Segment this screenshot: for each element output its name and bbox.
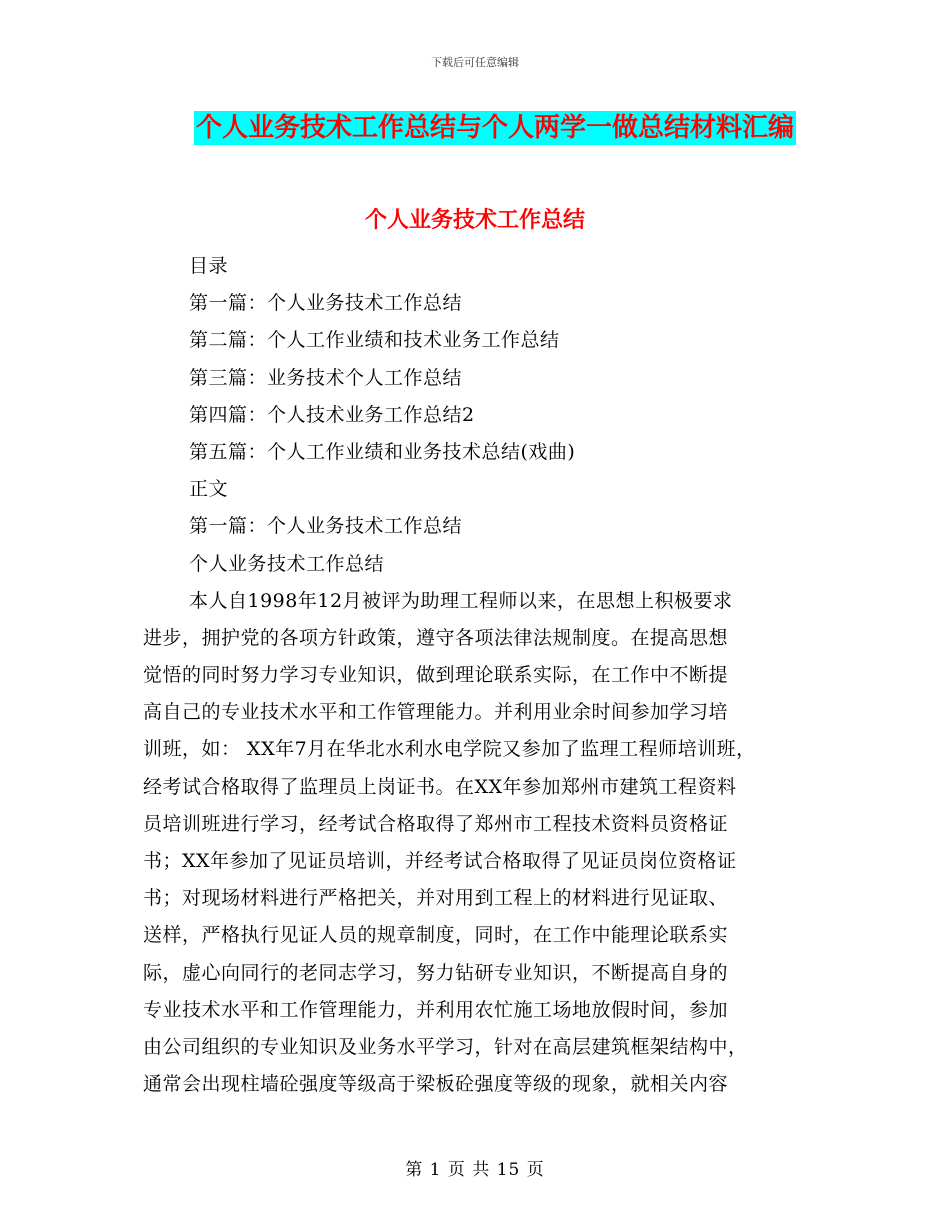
- paragraph-line: 进步，拥护党的各项方针政策，遵守各项法律法规制度。在提高思想: [143, 626, 729, 649]
- toc-item-1: 第一篇：个人业务技术工作总结: [189, 292, 463, 315]
- paragraph-line: 通常会出现柱墙砼强度等级高于梁板砼强度等级的现象，就相关内容: [143, 1073, 729, 1096]
- toc-item-4: 第四篇：个人技术业务工作总结2: [189, 403, 475, 426]
- document-main-title: 个人业务技术工作总结与个人两学一做总结材料汇编: [196, 113, 795, 143]
- toc-item-3: 第三篇：业务技术个人工作总结: [189, 366, 463, 389]
- paragraph-line: 高自己的专业技术水平和工作管理能力。并利用业余时间参加学习培: [143, 701, 729, 724]
- paragraph-line: 书；XX年参加了见证员培训，并经考试合格取得了见证员岗位资格证: [143, 850, 737, 872]
- toc-item-5: 第五篇：个人工作业绩和业务技术总结(戏曲): [189, 440, 576, 463]
- paragraph-line: 员培训班进行学习，经考试合格取得了郑州市工程技术资料员资格证: [143, 812, 729, 835]
- document-sub-title: 个人业务技术工作总结: [364, 208, 585, 233]
- toc-item-2: 第二篇：个人工作业绩和技术业务工作总结: [189, 329, 560, 352]
- paragraph-line: 由公司组织的专业知识及业务水平学习，针对在高层建筑框架结构中，: [143, 1035, 748, 1058]
- document-body: [143, 248, 803, 1103]
- paragraph-line: 送样，严格执行见证人员的规章制度，同时，在工作中能理论联系实: [143, 924, 729, 947]
- toc-heading: 目录: [189, 255, 229, 277]
- body-heading: 正文: [189, 478, 229, 501]
- article-title: 个人业务技术工作总结: [189, 552, 385, 575]
- paragraph-line: 经考试合格取得了监理员上岗证书。在XX年参加郑州市建筑工程资料: [143, 775, 737, 798]
- paragraph-line: 际，虚心向同行的老同志学习，努力钻研专业知识，不断提高自身的: [143, 961, 729, 984]
- page-footer: 第 1 页 共 15 页: [405, 1160, 545, 1180]
- paragraph-line: 专业技术水平和工作管理能力，并利用农忙施工场地放假时间，参加: [143, 998, 729, 1021]
- paragraph-line: 训班，如： XX年7月在华北水利水电学院又参加了监理工程师培训班，: [143, 738, 756, 761]
- paragraph-line: 书；对现场材料进行严格把关，并对用到工程上的材料进行见证取、: [143, 887, 729, 910]
- paragraph-line: 本人自1998年12月被评为助理工程师以来，在思想上积极要求: [189, 589, 733, 612]
- paragraph-line: 觉悟的同时努力学习专业知识，做到理论联系实际，在工作中不断提: [143, 664, 729, 687]
- header-note: 下载后可任意编辑: [431, 56, 519, 69]
- chapter-title: 第一篇：个人业务技术工作总结: [189, 515, 463, 538]
